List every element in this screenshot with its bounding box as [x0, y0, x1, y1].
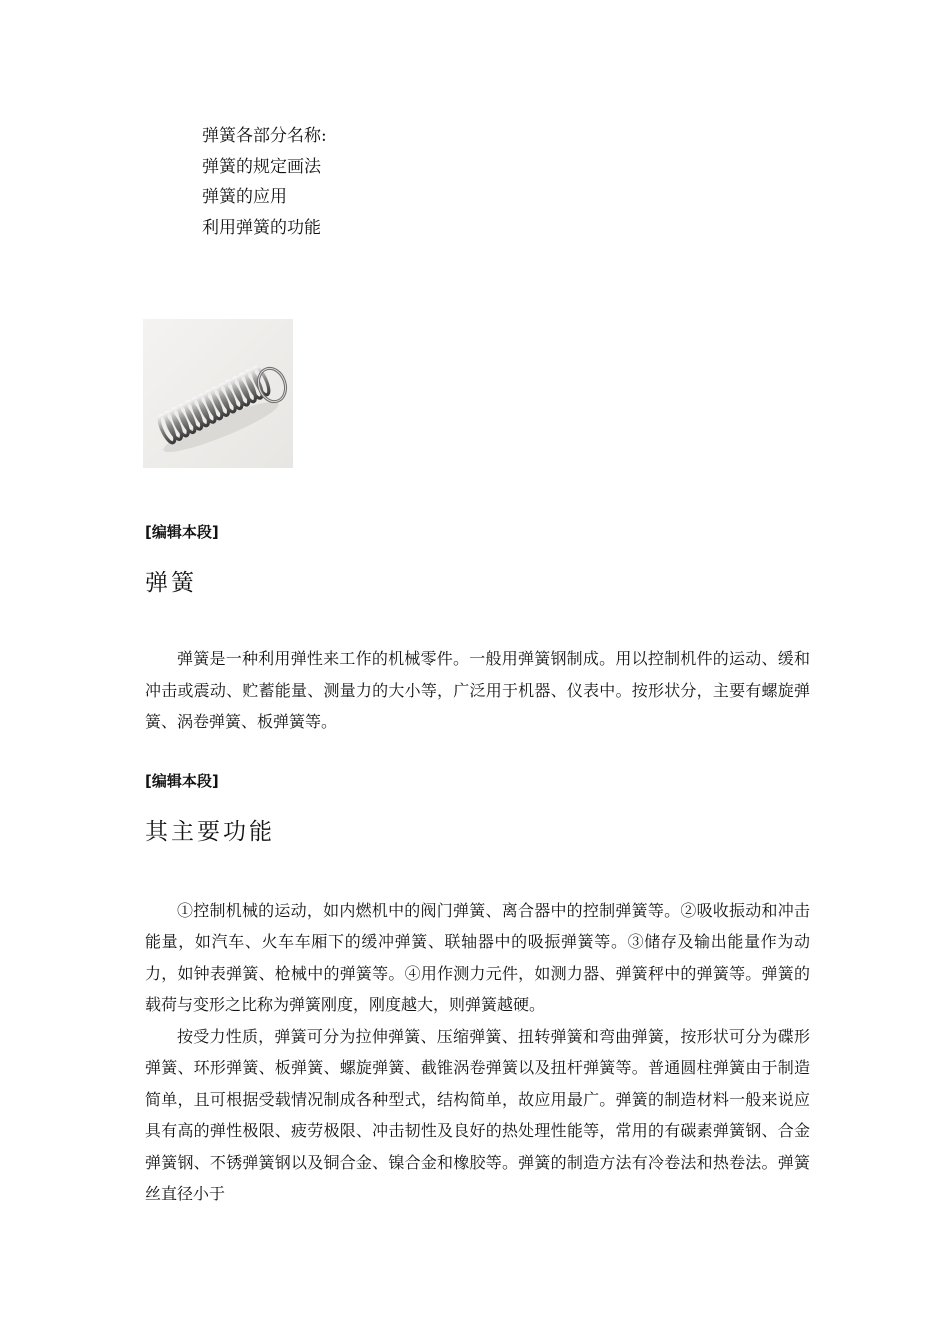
spring-photo — [143, 319, 293, 468]
toc-item[interactable]: 弹簧的规定画法 — [202, 156, 321, 177]
section-main-functions — [145, 766, 810, 1210]
section-title: 其主要功能 — [145, 818, 275, 845]
paragraph: 按受力性质，弹簧可分为拉伸弹簧、压缩弹簧、扭转弹簧和弯曲弹簧，按形状可分为碟形弹簧、环形弹簧、板弹簧、螺旋弹簧、截锥涡卷弹簧以及扭杆弹簧等。普通圆柱弹簧由于制造简单，且可根据受载情况制成各种型式，结构简单，故应用最广。弹簧的制造材料一般来说应具有高的弹性极限、疲劳极限、冲击韧性及良好的热处理性能等，常用的有碳素弹簧钢、合金弹簧钢、不锈弹簧钢以及铜合金、镍合金和橡胶等。弹簧的制造方法有冷卷法和热卷法。弹簧丝直径小于 — [145, 1026, 810, 1203]
toc-item[interactable]: 弹簧的应用 — [202, 187, 287, 207]
edit-section-link[interactable]: [编辑本段] — [145, 523, 219, 541]
section-spring — [145, 517, 810, 738]
article-content — [145, 517, 810, 1210]
edit-section-link[interactable]: [编辑本段] — [145, 771, 219, 790]
paragraph: ①控制机械的运动，如内燃机中的阀门弹簧、离合器中的控制弹簧等。②吸收振动和冲击能量，如汽车、火车车厢下的缓冲弹簧、联轴器中的吸振弹簧等。③储存及输出能量作为动力，如钟表弹簧、枪械中的弹簧等。④用作测力元件，如测力器、弹簧秤中的弹簧等。弹簧的载荷与变形之比称为弹簧刚度，刚度越大，则弹簧越硬。 — [145, 900, 810, 1014]
paragraph: 弹簧是一种利用弹性来工作的机械零件。一般用弹簧钢制成。用以控制机件的运动、缓和冲击或震动、贮蓄能量、测量力的大小等，广泛用于机器、仪表中。按形状分，主要有螺旋弹簧、涡卷弹簧、板弹簧等。 — [145, 649, 810, 731]
section-title: 弹簧 — [145, 570, 197, 596]
table-of-contents — [202, 121, 327, 243]
toc-item[interactable]: 利用弹簧的功能 — [202, 217, 321, 238]
toc-item[interactable]: 弹簧各部分名称: — [202, 126, 327, 146]
coil-spring-photo-icon — [143, 319, 293, 468]
